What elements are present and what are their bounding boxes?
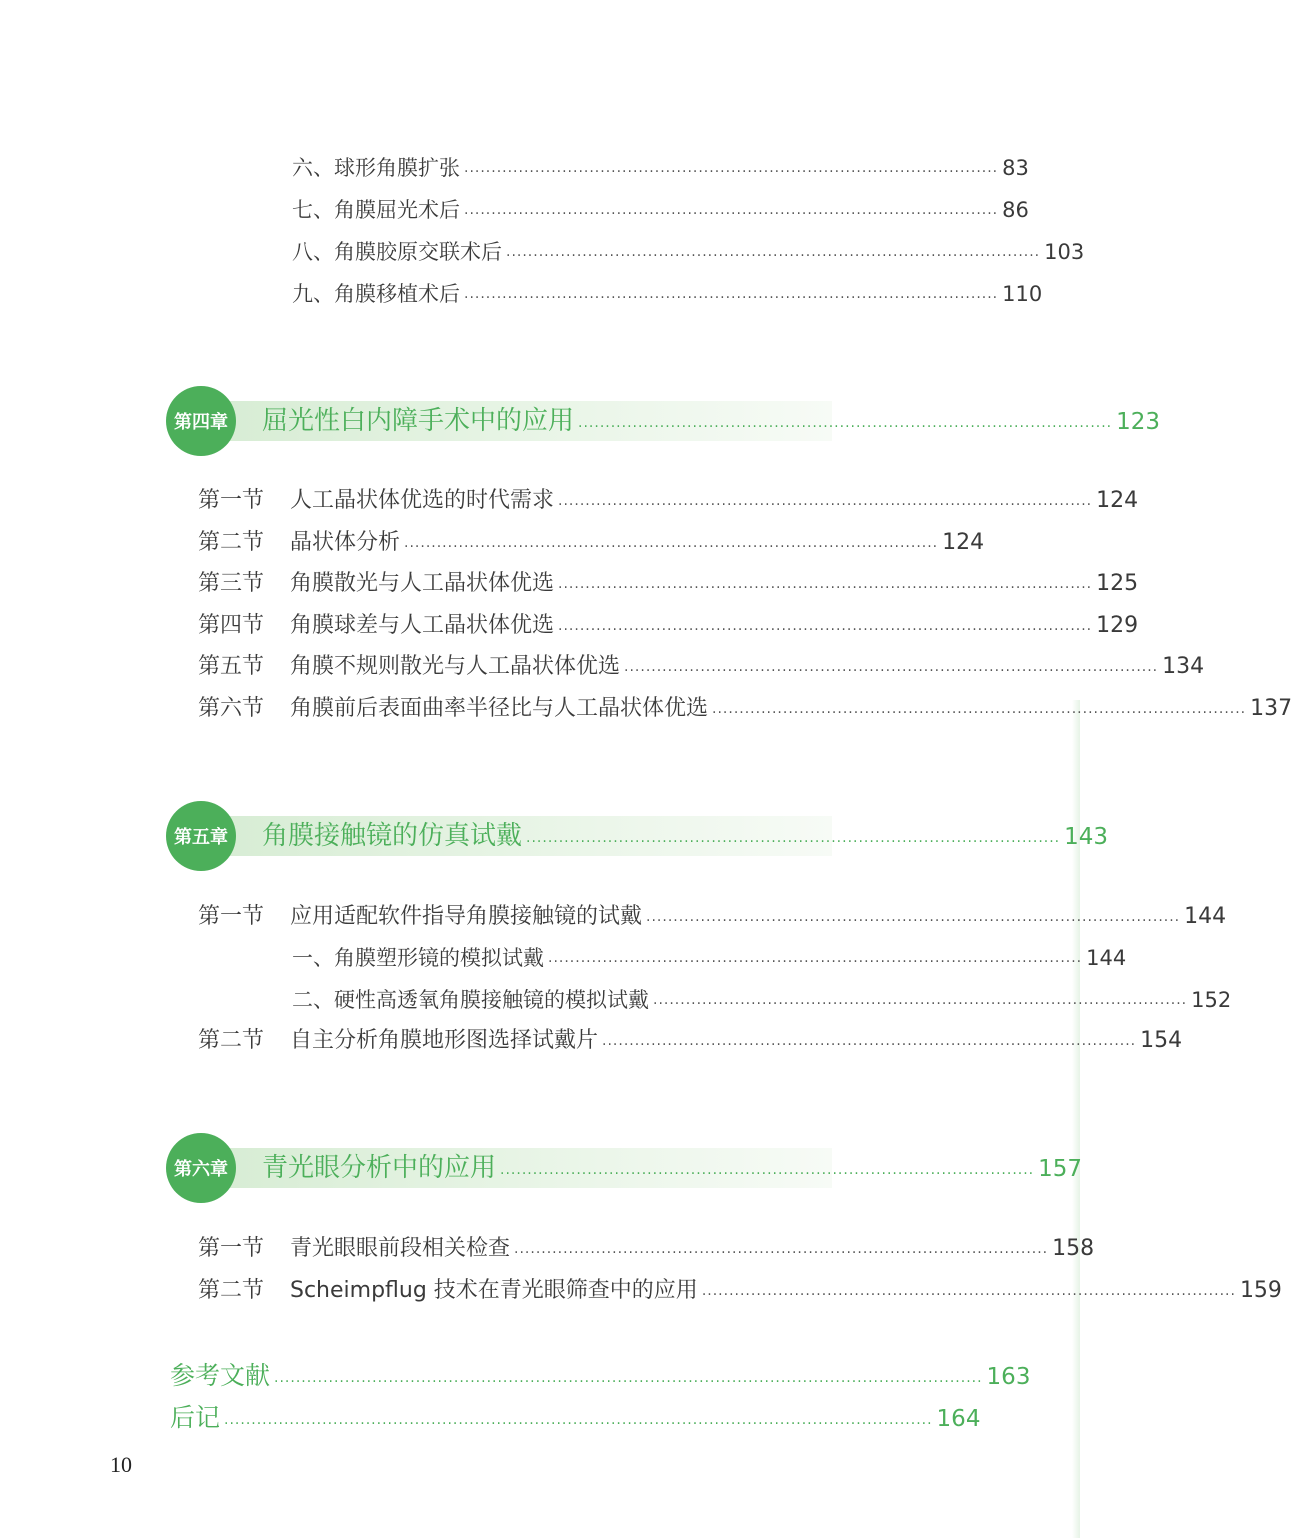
- section-title: 角膜散光与人工晶状体优选: [290, 571, 555, 596]
- toc-section[interactable]: [198, 569, 1139, 599]
- references-title: 参考文献: [170, 1361, 271, 1390]
- leader-dots: ··································································································: [558, 580, 1093, 596]
- leader-dots: ··································································································: [506, 248, 1041, 264]
- toc-subitem[interactable]: [292, 943, 1127, 973]
- toc-page-number: 103: [1044, 240, 1085, 264]
- toc-subitem-label: 八、角膜胶原交联术后: [292, 240, 502, 264]
- toc-afterword[interactable]: [170, 1400, 981, 1436]
- toc-page-number: 125: [1096, 571, 1139, 596]
- chapter-badge: 第五章: [166, 801, 236, 871]
- section-number: 第一节: [198, 904, 265, 929]
- toc-subitem[interactable]: [292, 195, 1029, 225]
- leader-dots: ··································································································: [646, 913, 1181, 929]
- toc-page-number: 158: [1052, 1236, 1095, 1261]
- chapter-title: 屈光性白内障手术中的应用: [262, 406, 575, 436]
- section-title: 人工晶状体优选的时代需求: [290, 488, 555, 513]
- leader-dots: ··································································································: [526, 834, 1061, 850]
- leader-dots: ··································································································: [404, 539, 939, 555]
- section-number: 第二节: [198, 1278, 265, 1303]
- section-number: 第一节: [198, 1236, 265, 1261]
- chapter-title: 青光眼分析中的应用: [262, 1153, 497, 1183]
- leader-dots: ··································································································: [624, 663, 1159, 679]
- chapter-6-heading[interactable]: [166, 1133, 1083, 1203]
- toc-section[interactable]: [198, 652, 1205, 682]
- leader-dots: ··································································································: [464, 290, 999, 306]
- section-title: 角膜前后表面曲率半径比与人工晶状体优选: [290, 696, 709, 721]
- toc-page-number: 144: [1184, 904, 1227, 929]
- toc-section[interactable]: [198, 486, 1139, 516]
- leader-dots: ··································································································: [578, 419, 1113, 435]
- leader-dots: ··································································································: [558, 497, 1093, 513]
- chapter-badge: 第四章: [166, 386, 236, 456]
- section-number: 第五节: [198, 654, 265, 679]
- toc-page-number: 144: [1086, 946, 1127, 970]
- toc-page-number: 86: [1002, 198, 1029, 222]
- section-number: 第三节: [198, 571, 265, 596]
- section-title: 青光眼眼前段相关检查: [290, 1236, 511, 1261]
- leader-dots: ··································································································································: [274, 1374, 983, 1390]
- leader-dots: ··································································································: [653, 996, 1188, 1012]
- leader-dots: ··································································································: [500, 1166, 1035, 1182]
- toc-section[interactable]: [198, 528, 985, 558]
- toc-page-number: 134: [1162, 654, 1205, 679]
- section-title: 自主分析角膜地形图选择试戴片: [290, 1028, 599, 1053]
- toc-page-number: 154: [1140, 1028, 1183, 1053]
- section-number: 第一节: [198, 488, 265, 513]
- section-title: Scheimpflug 技术在青光眼筛查中的应用: [290, 1278, 698, 1303]
- toc-section[interactable]: [198, 694, 1292, 724]
- toc-subitem-label: 六、球形角膜扩张: [292, 156, 460, 180]
- toc-subitem[interactable]: [292, 985, 1232, 1015]
- toc-section[interactable]: [198, 1026, 1183, 1056]
- toc-subitem-label: 七、角膜屈光术后: [292, 198, 460, 222]
- toc-page-number: 83: [1002, 156, 1029, 180]
- leader-dots: ··································································································: [464, 164, 999, 180]
- afterword-page-number: 164: [936, 1406, 981, 1432]
- references-page-number: 163: [986, 1364, 1031, 1390]
- section-number: 第四节: [198, 613, 265, 638]
- toc-subitem-label: 二、硬性高透氧角膜接触镜的模拟试戴: [292, 988, 649, 1012]
- chapter-page-number: 157: [1038, 1156, 1083, 1182]
- toc-section[interactable]: [198, 611, 1139, 641]
- toc-section[interactable]: [198, 1276, 1282, 1306]
- leader-dots: ··································································································: [602, 1037, 1137, 1053]
- toc-page-number: 110: [1002, 282, 1043, 306]
- afterword-title: 后记: [170, 1403, 221, 1432]
- leader-dots: ··································································································: [464, 206, 999, 222]
- section-number: 第二节: [198, 1028, 265, 1053]
- leader-dots: ··································································································: [514, 1245, 1049, 1261]
- toc-page-number: 124: [1096, 488, 1139, 513]
- toc-section[interactable]: [198, 1234, 1095, 1264]
- toc-subitem[interactable]: [292, 237, 1085, 267]
- page-folio: 10: [110, 1452, 132, 1477]
- toc-page-number: 124: [942, 530, 985, 555]
- toc-subitem[interactable]: [292, 153, 1029, 183]
- chapter-badge: 第六章: [166, 1133, 236, 1203]
- section-title: 角膜不规则散光与人工晶状体优选: [290, 654, 621, 679]
- toc-page-number: 129: [1096, 613, 1139, 638]
- section-title: 应用适配软件指导角膜接触镜的试戴: [290, 904, 643, 929]
- chapter-5-heading[interactable]: [166, 801, 1109, 871]
- leader-dots: ··································································································: [558, 622, 1093, 638]
- section-number: 第二节: [198, 530, 265, 555]
- toc-subitem-label: 一、角膜塑形镜的模拟试戴: [292, 946, 544, 970]
- section-title: 晶状体分析: [290, 530, 401, 555]
- toc-subitem[interactable]: [292, 279, 1043, 309]
- toc-references[interactable]: [170, 1358, 1031, 1394]
- chapter-title: 角膜接触镜的仿真试戴: [262, 821, 523, 851]
- toc-page-number: 137: [1250, 696, 1292, 721]
- chapter-4-heading[interactable]: [166, 386, 1161, 456]
- toc-page-number: 152: [1191, 988, 1232, 1012]
- chapter-page-number: 143: [1064, 824, 1109, 850]
- leader-dots: ··································································································: [712, 705, 1247, 721]
- toc-page-number: 159: [1239, 1278, 1282, 1303]
- leader-dots: ··································································································································: [224, 1416, 933, 1432]
- leader-dots: ··································································································: [701, 1287, 1236, 1303]
- toc-section[interactable]: [198, 902, 1227, 932]
- toc-subitem-label: 九、角膜移植术后: [292, 282, 460, 306]
- section-number: 第六节: [198, 696, 265, 721]
- leader-dots: ··································································································: [548, 954, 1083, 970]
- chapter-page-number: 123: [1116, 409, 1161, 435]
- section-title: 角膜球差与人工晶状体优选: [290, 613, 555, 638]
